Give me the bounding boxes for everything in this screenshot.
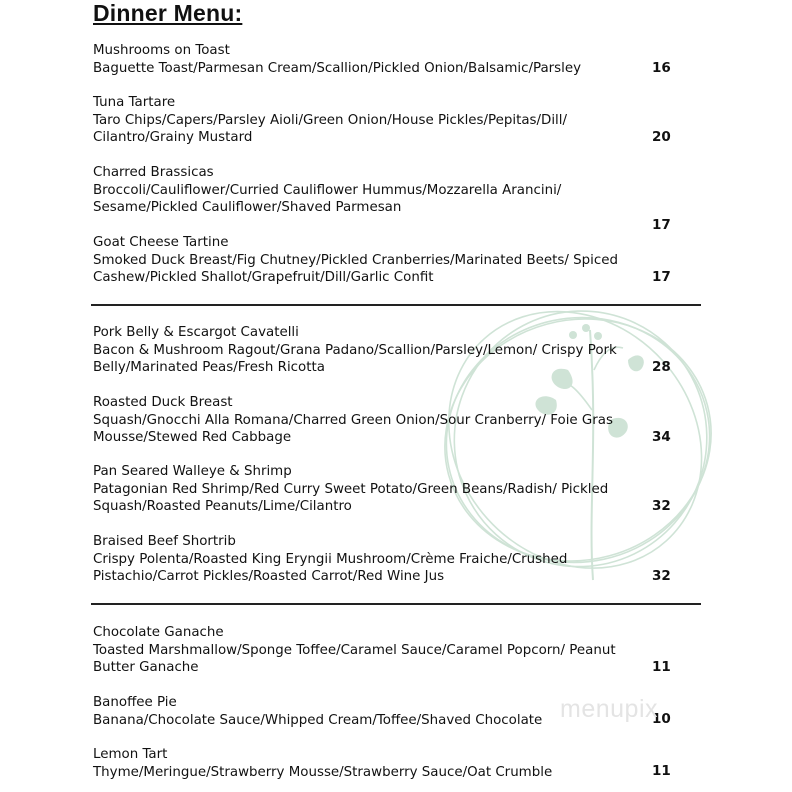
menu-item xyxy=(93,164,633,217)
menu-item-price: 17 xyxy=(652,269,671,285)
menu-item xyxy=(93,533,633,586)
menu-item-description: Crispy Polenta/Roasted King Eryngii Mushroom/Crème Fraiche/Crushed Pistachio/Carrot Pickles/Roasted Carrot/Red Wine Jus xyxy=(93,551,568,584)
menu-item-name: Mushrooms on Toast xyxy=(93,43,230,58)
menu-item-description: Taro Chips/Capers/Parsley Aioli/Green Onion/House Pickles/Pepitas/Dill/ Cilantro/Grainy Mustard xyxy=(93,112,567,145)
menu-item xyxy=(93,94,633,147)
menu-item-name: Charred Brassicas xyxy=(93,165,214,180)
menu-item xyxy=(93,463,633,516)
menu-item xyxy=(93,324,633,377)
section-divider xyxy=(91,304,701,306)
menu-item-price: 32 xyxy=(652,498,671,514)
menu-item xyxy=(93,746,633,781)
menu-item-price: 17 xyxy=(652,217,671,233)
menu-item-description: Bacon & Mushroom Ragout/Grana Padano/Scallion/Parsley/Lemon/ Crispy Pork Belly/Marinated Peas/Fresh Ricotta xyxy=(93,342,617,375)
menu-item-name: Roasted Duck Breast xyxy=(93,395,233,410)
menu-item xyxy=(93,234,633,287)
menu-item-description: Toasted Marshmallow/Sponge Toffee/Caramel Sauce/Caramel Popcorn/ Peanut Butter Ganache xyxy=(93,642,616,675)
menu-item-name: Lemon Tart xyxy=(93,747,168,762)
menu-item-name: Pork Belly & Escargot Cavatelli xyxy=(93,325,299,340)
menu-item-name: Goat Cheese Tartine xyxy=(93,235,229,250)
menu-item-description: Squash/Gnocchi Alla Romana/Charred Green Onion/Sour Cranberry/ Foie Gras Mousse/Stewed Red Cabbage xyxy=(93,412,613,445)
menu-item-price: 28 xyxy=(652,359,671,375)
menu-item xyxy=(93,42,633,77)
menu-item-price: 20 xyxy=(652,129,671,145)
menu-item-description: Banana/Chocolate Sauce/Whipped Cream/Toffee/Shaved Chocolate xyxy=(93,712,543,728)
menu-item-description: Broccoli/Cauliflower/Curried Cauliflower Hummus/Mozzarella Arancini/ Sesame/Pickled Cauliflower/Shaved Parmesan xyxy=(93,182,562,215)
menu-item-price: 32 xyxy=(652,568,671,584)
section-divider xyxy=(91,603,701,605)
menu-item xyxy=(93,694,633,729)
watermark-text: menupix xyxy=(560,695,658,723)
menu-item xyxy=(93,624,633,677)
menu-item xyxy=(93,394,633,447)
menu-item-price: 34 xyxy=(652,429,671,445)
menu-item-price: 11 xyxy=(652,659,671,675)
page-title: Dinner Menu: xyxy=(93,0,243,26)
menu-item-price: 11 xyxy=(652,763,671,779)
menu-item-price: 16 xyxy=(652,60,671,76)
menu-item-description: Thyme/Meringue/Strawberry Mousse/Strawberry Sauce/Oat Crumble xyxy=(93,764,553,780)
menu-item-name: Banoffee Pie xyxy=(93,695,177,710)
menu-item-name: Tuna Tartare xyxy=(93,95,176,110)
menu-item-description: Patagonian Red Shrimp/Red Curry Sweet Potato/Green Beans/Radish/ Pickled Squash/Roasted Peanuts/Lime/Cilantro xyxy=(93,481,609,514)
menu-item-description: Smoked Duck Breast/Fig Chutney/Pickled Cranberries/Marinated Beets/ Spiced Cashew/Pickled Shallot/Grapefruit/Dill/Garlic Confit xyxy=(93,252,618,285)
menu-item-name: Chocolate Ganache xyxy=(93,625,224,640)
menu-item-description: Baguette Toast/Parmesan Cream/Scallion/Pickled Onion/Balsamic/Parsley xyxy=(93,60,582,76)
menu-item-name: Braised Beef Shortrib xyxy=(93,534,236,549)
menu-item-price: 10 xyxy=(652,711,671,727)
menu-item-name: Pan Seared Walleye & Shrimp xyxy=(93,464,292,479)
